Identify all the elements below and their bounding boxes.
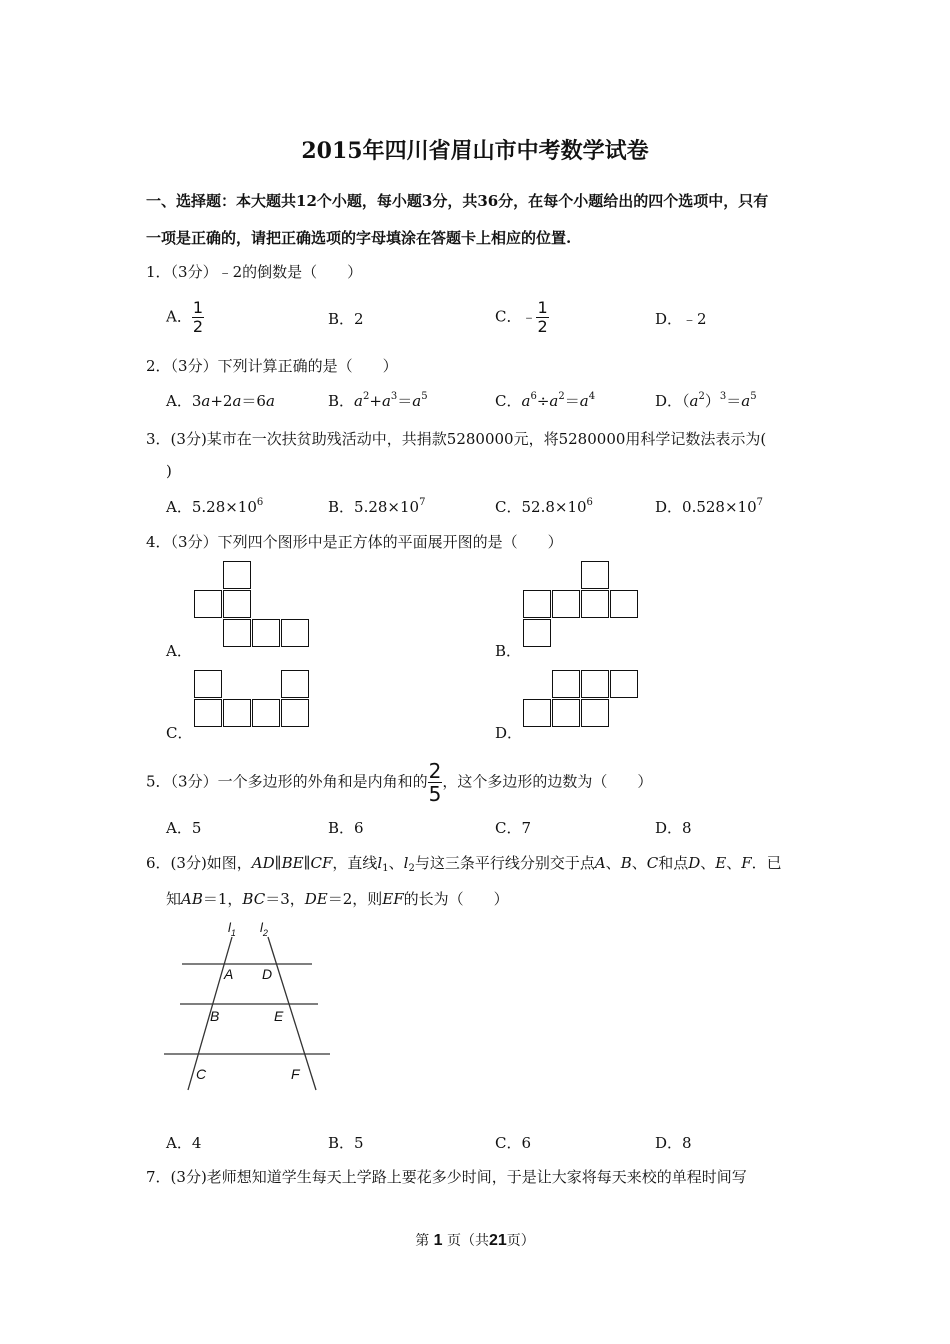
q2-option-b: B．$a^2+a^3=a^5$ [328, 391, 428, 410]
q1-option-d: D．﹣2 [655, 310, 707, 328]
q5-stem: 5．（3分）一个多边形的外角和是内角和的 $\frac{2}{5}$ ，这个多边形的边数为（ ） [146, 759, 653, 806]
q5-option-a: A．5 [166, 819, 202, 837]
q5-option-b: B．6 [328, 819, 364, 837]
q7-stem: 7．(3分)老师想知道学生每天上学路上要花多少时间，于是让大家将每天来校的单程时间写 [146, 1168, 747, 1186]
q4-option-b: B． [495, 642, 522, 660]
label-b: B [210, 1008, 220, 1024]
q6-option-c: C．6 [495, 1134, 532, 1152]
q6-option-b: B．5 [328, 1134, 364, 1152]
q3-option-b: B．$5.28\times 10^7$ [328, 497, 426, 516]
page-footer: 第 1 页（共21页） [415, 1232, 535, 1249]
label-f: F [291, 1066, 300, 1082]
q1-option-c: C．﹣ $\frac{1}{2}$ [495, 298, 548, 336]
label-d: D [262, 966, 273, 982]
fraction: $\frac{1}{2}$ [537, 298, 548, 336]
q2-option-a: A．3a+2a＝6a [166, 392, 275, 410]
q4-option-c: C． [166, 724, 193, 742]
q5-option-d: D．8 [655, 819, 692, 837]
q2-option-d: D．$(a^2)^3=a^5$ [655, 391, 757, 410]
q2-stem: 2．（3分）下列计算正确的是（ ） [146, 357, 398, 375]
q6-option-d: D．8 [655, 1134, 692, 1152]
label-l2: $l_2$ [260, 920, 268, 938]
page-number: 1 [433, 1232, 443, 1249]
q1-option-a: A． $\frac{1}{2}$ [166, 298, 204, 336]
section-heading-line2: 一项是正确的，请把正确选项的字母填涂在答题卡上相应的位置. [146, 229, 572, 247]
q5-option-c: C．7 [495, 819, 532, 837]
q3-stem-line1: 3．(3分)某市在一次扶贫助残活动中，共捐款5280000元，将5280000用科学记数法表示为( [146, 430, 767, 448]
q1-stem: 1．（3分）﹣2的倒数是（ ） [146, 263, 363, 281]
q4-option-a: A． [166, 642, 192, 660]
q6-stem-line1: 6．(3分)如图，AD∥BE∥CF，直线$l_1$、$l_2$与这三条平行线分别交于点A、B、C和点D、E、F．已 [146, 854, 782, 874]
q6-option-a: A．4 [166, 1134, 202, 1152]
label-e: E [274, 1008, 284, 1024]
q3-option-d: D．$0.528\times 10^7$ [655, 497, 763, 516]
page-title: 2015年四川省眉山市中考数学试卷 [301, 138, 649, 164]
label-a: A [224, 966, 234, 982]
q4-stem: 4．（3分）下列四个图形中是正方体的平面展开图的是（ ） [146, 533, 563, 551]
q3-option-c: C．$52.8\times 10^6$ [495, 497, 593, 516]
q3-option-a: A．$5.28\times 10^6$ [166, 497, 264, 516]
q3-stem-line2: ) [166, 462, 172, 480]
label-l1: $l_1$ [228, 920, 236, 938]
parallel-lines-figure [160, 915, 340, 1095]
q6-stem-line2: 知AB＝1，BC＝3，DE＝2，则EF的长为（ ） [166, 890, 509, 908]
section-heading-line1: 一、选择题：本大题共12个小题，每小题3分，共36分，在每个小题给出的四个选项中，只有 [146, 192, 769, 210]
fraction: $\frac{2}{5}$ [428, 759, 442, 806]
fraction: $\frac{1}{2}$ [192, 298, 204, 336]
q2-option-c: C．$a^6\div a^2=a^4$ [495, 391, 596, 410]
page-total: 21 [489, 1232, 507, 1249]
q4-option-d: D． [495, 724, 523, 742]
label-c: C [196, 1066, 207, 1082]
q1-option-b: B．2 [328, 310, 364, 328]
